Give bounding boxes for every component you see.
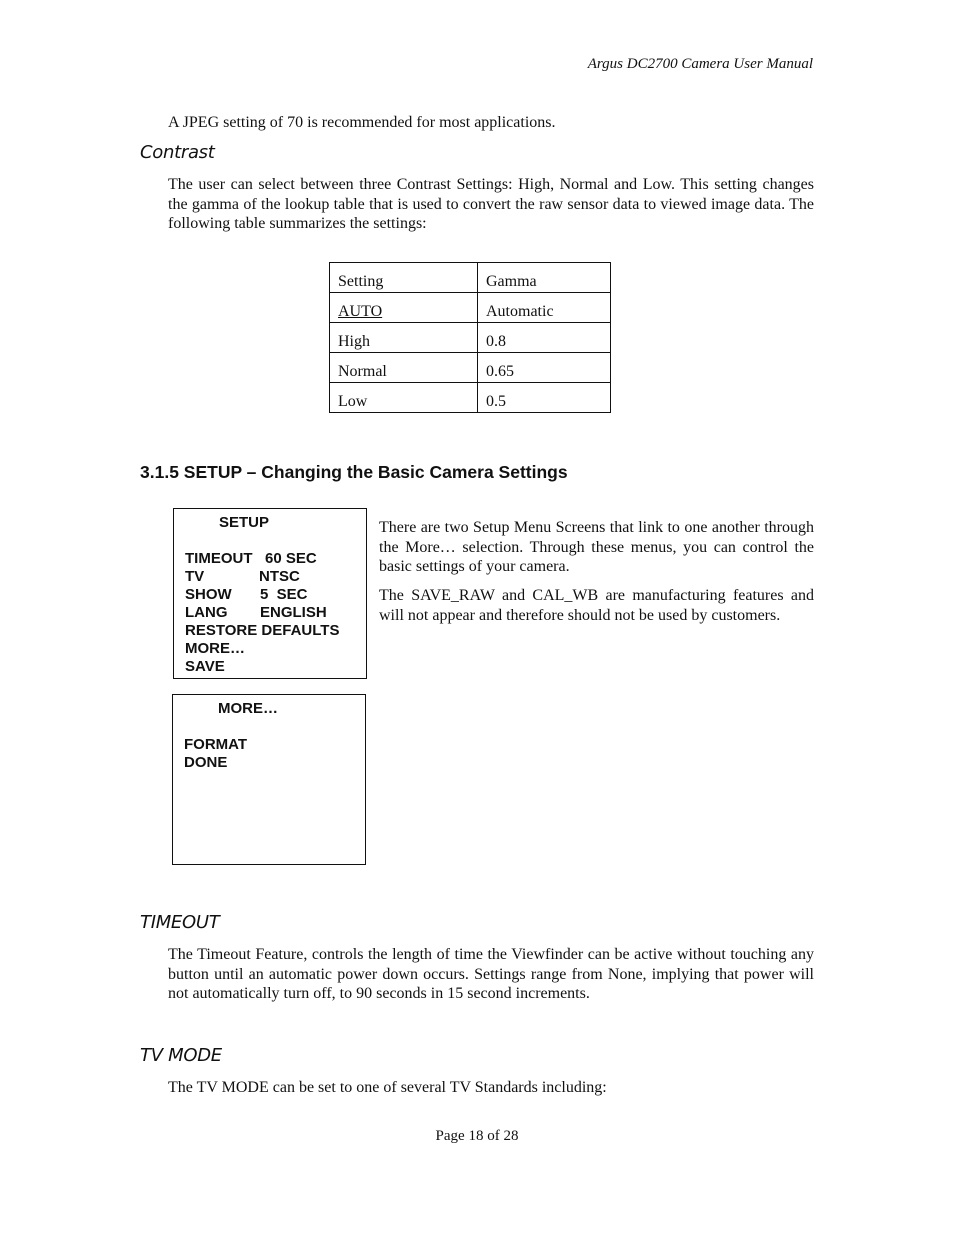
contrast-gamma-table xyxy=(329,262,611,413)
menu-item-label: TV xyxy=(185,568,205,585)
table-cell: High xyxy=(330,323,478,353)
menu-item-lang xyxy=(185,604,366,622)
table-header-cell: Gamma xyxy=(478,263,611,293)
table-row xyxy=(330,293,611,323)
menu-item-value: 5 SEC xyxy=(260,586,308,603)
table-header-row xyxy=(330,263,611,293)
tv-mode-heading: TV MODE xyxy=(140,1045,222,1066)
menu-item-restore-defaults: RESTORE DEFAULTS xyxy=(185,622,340,639)
menu-item-label: LANG xyxy=(185,604,228,621)
menu-item-show xyxy=(185,586,366,604)
menu-item-tv xyxy=(185,568,366,586)
table-cell: Automatic xyxy=(478,293,611,323)
more-menu-screen xyxy=(172,694,366,865)
more-menu-title: MORE… xyxy=(218,700,278,717)
table-row xyxy=(330,383,611,413)
setup-menu-screen xyxy=(173,508,367,679)
table-cell: 0.5 xyxy=(478,383,611,413)
menu-item-value: 60 SEC xyxy=(265,550,317,567)
table-header-cell: Setting xyxy=(330,263,478,293)
table-row xyxy=(330,353,611,383)
running-header: Argus DC2700 Camera User Manual xyxy=(587,56,813,72)
menu-item-timeout xyxy=(185,550,366,568)
menu-item-save: SAVE xyxy=(185,658,225,675)
table-cell: 0.65 xyxy=(478,353,611,383)
setup-menu-title: SETUP xyxy=(219,514,270,531)
tv-mode-paragraph: The TV MODE can be set to one of several TV Standards including: xyxy=(168,1079,607,1096)
setup-paragraph-1: There are two Setup Menu Screens that link to one another through the More… selection. Through these menus, you can control the basic settings of your camera. xyxy=(379,519,814,575)
contrast-paragraph: The user can select between three Contrast Settings: High, Normal and Low. This setting changes the gamma of the lookup table that is used to convert the raw sensor data to viewed image data. The following table summarizes the settings: xyxy=(168,176,814,232)
table-cell: AUTO xyxy=(330,293,478,323)
menu-item-more: MORE… xyxy=(185,640,245,657)
table-cell: 0.8 xyxy=(478,323,611,353)
table-row xyxy=(330,323,611,353)
menu-item-value: NTSC xyxy=(259,568,300,585)
contrast-heading: Contrast xyxy=(140,142,215,163)
menu-item-done: DONE xyxy=(184,754,228,771)
menu-item-format: FORMAT xyxy=(184,736,248,753)
menu-item-value: ENGLISH xyxy=(260,604,327,621)
setup-section-heading: 3.1.5 SETUP – Changing the Basic Camera Settings xyxy=(140,462,568,482)
timeout-heading: TIMEOUT xyxy=(140,912,220,933)
timeout-paragraph: The Timeout Feature, controls the length of time the Viewfinder can be active without touching any button until an automatic power down occurs. Settings range from None, implying that power will not automatically turn off, to 90 seconds in 15 second increments. xyxy=(168,946,814,1002)
table-cell: Normal xyxy=(330,353,478,383)
menu-item-label: TIMEOUT xyxy=(185,550,253,567)
menu-item-label: SHOW xyxy=(185,586,232,603)
table-cell: Low xyxy=(330,383,478,413)
jpeg-note: A JPEG setting of 70 is recommended for most applications. xyxy=(168,114,556,131)
setup-paragraph-2: The SAVE_RAW and CAL_WB are manufacturing features and will not appear and therefore should not be used by customers. xyxy=(379,587,814,624)
page-number: Page 18 of 28 xyxy=(435,1128,519,1144)
